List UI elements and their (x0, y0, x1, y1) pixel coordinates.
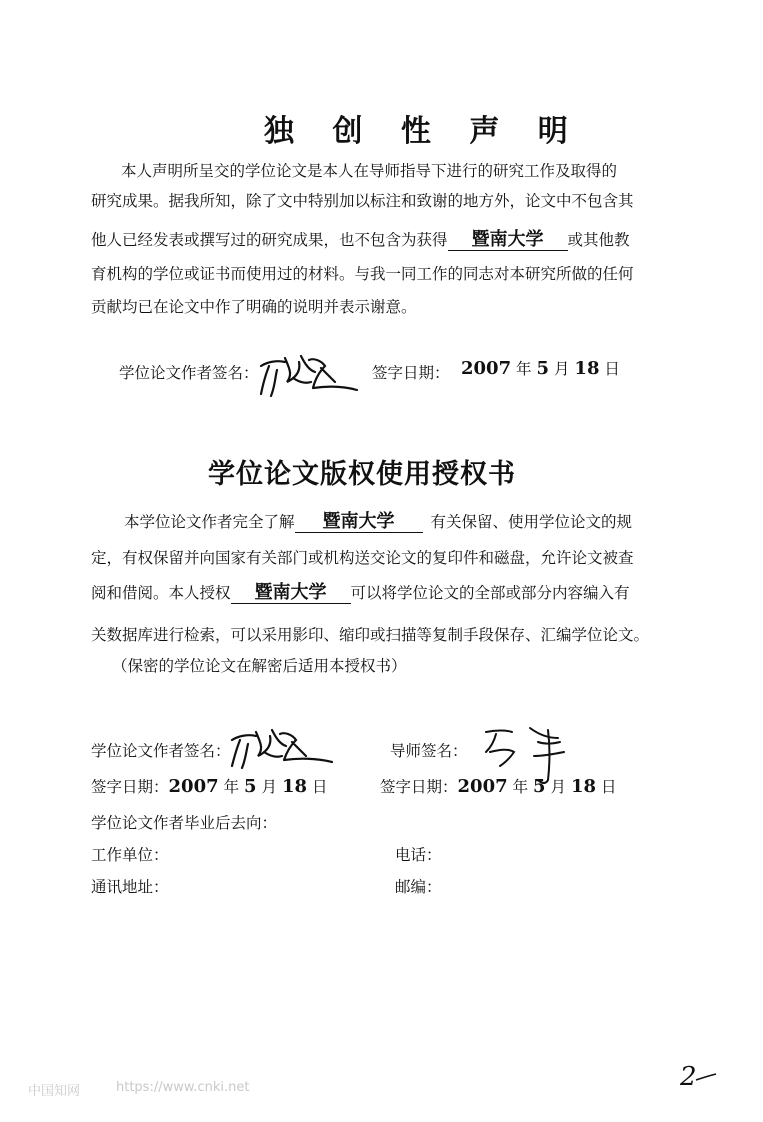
author-signature-image (255, 348, 360, 398)
postcode-label: 邮编： (395, 878, 442, 896)
date-day-char: 日 (604, 360, 620, 378)
declaration-title: 独 创 性 声 明 (264, 114, 582, 149)
date-day-char: 日 (311, 778, 328, 796)
license-line-1 (124, 511, 632, 533)
license-line-2: 定，有权保留并向国家有关部门或机构送交论文的复印件和磁盘，允许论文被查 (91, 549, 634, 567)
declaration-line-3-pre: 他人已经发表或撰写过的研究成果，也不包含为获得 (91, 231, 448, 249)
date-month-char: 月 (550, 778, 566, 796)
cnki-watermark-name: 中国知网 (28, 1084, 81, 1099)
license-line-4: 关数据库进行检索，可以采用影印、缩印或扫描等复制手段保存、汇编学位论文。 (91, 626, 650, 644)
date-month: 5 (533, 776, 546, 797)
date-month-char: 月 (553, 360, 570, 378)
declaration-line-1: 本人声明所呈交的学位论文是本人在导师指导下进行的研究工作及取得的 (121, 162, 618, 180)
author-signature-image-2 (226, 724, 336, 770)
declaration-line-3 (91, 229, 630, 251)
declaration-date-label: 签字日期： (372, 364, 450, 382)
author-signature-label: 学位论文作者签名： (119, 364, 259, 382)
declaration-line-5: 贡献均已在论文中作了明确的说明并表示谢意。 (91, 298, 417, 316)
declaration-line-2: 研究成果。据我所知，除了文中特别加以标注和致谢的地方外，论文中不包含其 (91, 192, 634, 210)
declaration-line-4: 育机构的学位或证书而使用过的材料。与我一同工作的同志对本研究所做的任何 (91, 265, 634, 283)
work-unit-label: 工作单位： (91, 846, 169, 864)
address-label: 通讯地址： (91, 878, 169, 896)
phone-label: 电话： (395, 846, 442, 864)
author-signature-label-2: 学位论文作者签名： (91, 742, 231, 760)
license-line-3 (91, 582, 630, 604)
declaration-line-3-post: 或其他教 (567, 231, 630, 249)
declaration-date (461, 357, 620, 379)
date-year-char: 年 (223, 778, 240, 796)
advisor-signature-label: 导师签名： (390, 742, 468, 760)
date-year-char: 年 (512, 778, 529, 796)
date-day: 18 (281, 776, 307, 797)
page-number-mark: 2 (680, 1062, 697, 1092)
advisor-date (380, 775, 616, 797)
cnki-watermark-url: https://www.cnki.net (116, 1080, 250, 1095)
date-month: 5 (536, 358, 550, 379)
license-line-3-pre: 阅和借阅。本人授权 (91, 584, 231, 602)
license-line-3-post: 可以将学位论文的全部或部分内容编入有 (350, 584, 630, 602)
date-month: 5 (244, 776, 257, 797)
confidential-note: （保密的学位论文在解密后适用本授权书） (112, 657, 407, 675)
date-day: 18 (574, 358, 600, 379)
date-month-char: 月 (261, 778, 277, 796)
license-line-1-post: 有关保留、使用学位论文的规 (430, 513, 633, 531)
date-year-char: 年 (516, 360, 532, 378)
graduate-destination-label: 学位论文作者毕业后去向： (91, 814, 278, 832)
date-year: 2007 (457, 776, 508, 797)
date-year: 2007 (461, 358, 512, 379)
author-date-label: 签字日期： (91, 778, 169, 796)
university-name-field: 暨南大学 (295, 512, 423, 533)
advisor-date-label: 签字日期： (380, 778, 458, 796)
license-title: 学位论文版权使用授权书 (208, 459, 516, 490)
page-number-stroke (694, 1072, 718, 1084)
university-name-field: 暨南大学 (231, 583, 351, 604)
university-name-field: 暨南大学 (448, 230, 568, 251)
author-date (91, 775, 327, 797)
date-year: 2007 (168, 776, 219, 797)
license-line-1-pre: 本学位论文作者完全了解 (124, 513, 295, 531)
date-day: 18 (570, 776, 596, 797)
date-day-char: 日 (600, 778, 617, 796)
